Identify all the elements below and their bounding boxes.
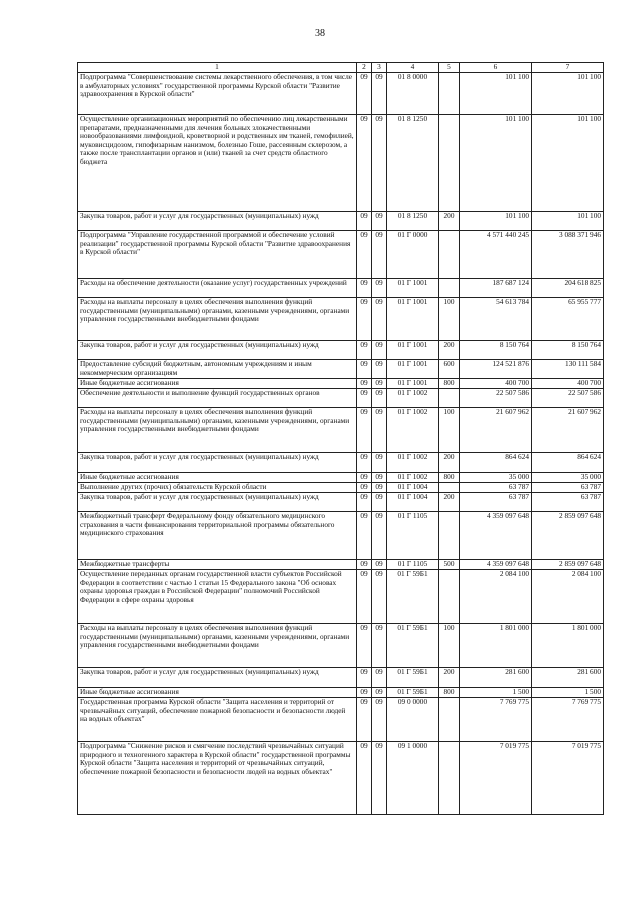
table-row bbox=[78, 483, 604, 493]
column-header-3: 3 bbox=[372, 63, 387, 73]
cell-target-article: 01 Г 59Б1 bbox=[387, 570, 439, 624]
cell-amount-year-1: 4 571 440 245 bbox=[460, 231, 532, 279]
cell-description: Закупка товаров, работ и услуг для государственных (муниципальных) нужд bbox=[78, 453, 357, 473]
cell-subsection: 09 bbox=[372, 341, 387, 360]
cell-target-article: 09 0 0000 bbox=[387, 698, 439, 742]
cell-section: 09 bbox=[357, 279, 372, 298]
cell-amount-year-1: 400 700 bbox=[460, 379, 532, 389]
cell-subsection: 09 bbox=[372, 298, 387, 341]
cell-target-article: 01 Г 1004 bbox=[387, 483, 439, 493]
cell-subsection: 09 bbox=[372, 560, 387, 570]
cell-section: 09 bbox=[357, 742, 372, 815]
table-row bbox=[78, 493, 604, 512]
cell-amount-year-2: 35 000 bbox=[532, 473, 604, 483]
cell-amount-year-2: 7 769 775 bbox=[532, 698, 604, 742]
table-row bbox=[78, 360, 604, 379]
cell-section: 09 bbox=[357, 115, 372, 212]
cell-amount-year-2: 22 507 586 bbox=[532, 389, 604, 408]
cell-expense-type: 200 bbox=[439, 493, 460, 512]
column-header-5: 5 bbox=[439, 63, 460, 73]
cell-description: Иные бюджетные ассигнования bbox=[78, 473, 357, 483]
cell-section: 09 bbox=[357, 473, 372, 483]
cell-expense-type bbox=[439, 742, 460, 815]
table-row bbox=[78, 668, 604, 688]
table-row bbox=[78, 570, 604, 624]
cell-section: 09 bbox=[357, 212, 372, 231]
cell-amount-year-1: 22 507 586 bbox=[460, 389, 532, 408]
cell-amount-year-2: 3 088 371 946 bbox=[532, 231, 604, 279]
table-row bbox=[78, 560, 604, 570]
cell-description: Выполнение других (прочих) обязательств Курской области bbox=[78, 483, 357, 493]
cell-expense-type bbox=[439, 115, 460, 212]
cell-amount-year-2: 864 624 bbox=[532, 453, 604, 473]
table-row bbox=[78, 512, 604, 560]
cell-description: Подпрограмма "Снижение рисков и смягчение последствий чрезвычайных ситуаций природного и техногенного характера в Курской области" государственной программы Курской области "Защита населения и территорий от чрезвычайных ситуаций, обеспечение пожарной безопасности и безопасности людей на водных объектах" bbox=[78, 742, 357, 815]
cell-subsection: 09 bbox=[372, 624, 387, 668]
cell-description: Закупка товаров, работ и услуг для государственных (муниципальных) нужд bbox=[78, 341, 357, 360]
cell-subsection: 09 bbox=[372, 668, 387, 688]
cell-expense-type bbox=[439, 512, 460, 560]
cell-amount-year-1: 7 769 775 bbox=[460, 698, 532, 742]
cell-subsection: 09 bbox=[372, 512, 387, 560]
cell-subsection: 09 bbox=[372, 115, 387, 212]
cell-expense-type: 100 bbox=[439, 408, 460, 453]
cell-description: Подпрограмма "Совершенствование системы лекарственного обеспечения, в том числе в амбулаторных условиях" государственной программы Курской области "Развитие здравоохранения в Курской области" bbox=[78, 73, 357, 115]
cell-amount-year-2: 101 100 bbox=[532, 73, 604, 115]
cell-amount-year-2: 65 955 777 bbox=[532, 298, 604, 341]
cell-subsection: 09 bbox=[372, 408, 387, 453]
cell-expense-type bbox=[439, 231, 460, 279]
cell-amount-year-1: 864 624 bbox=[460, 453, 532, 473]
cell-amount-year-1: 281 600 bbox=[460, 668, 532, 688]
table-row bbox=[78, 389, 604, 408]
cell-subsection: 09 bbox=[372, 570, 387, 624]
cell-expense-type bbox=[439, 483, 460, 493]
cell-description: Расходы на выплаты персоналу в целях обеспечения выполнения функций государственными (муниципальными) органами, казенными учреждениями, органами управления государственными внебюджетными фондами bbox=[78, 624, 357, 668]
cell-section: 09 bbox=[357, 698, 372, 742]
cell-target-article: 01 Г 1001 bbox=[387, 279, 439, 298]
cell-amount-year-2: 21 607 962 bbox=[532, 408, 604, 453]
cell-amount-year-1: 1 801 000 bbox=[460, 624, 532, 668]
cell-amount-year-2: 204 618 825 bbox=[532, 279, 604, 298]
header-row bbox=[78, 63, 604, 73]
cell-section: 09 bbox=[357, 360, 372, 379]
cell-expense-type: 100 bbox=[439, 624, 460, 668]
cell-section: 09 bbox=[357, 453, 372, 473]
cell-section: 09 bbox=[357, 570, 372, 624]
cell-expense-type: 800 bbox=[439, 379, 460, 389]
cell-subsection: 09 bbox=[372, 473, 387, 483]
cell-subsection: 09 bbox=[372, 231, 387, 279]
cell-subsection: 09 bbox=[372, 453, 387, 473]
cell-expense-type: 100 bbox=[439, 298, 460, 341]
cell-amount-year-2: 63 787 bbox=[532, 483, 604, 493]
cell-amount-year-1: 21 607 962 bbox=[460, 408, 532, 453]
cell-section: 09 bbox=[357, 379, 372, 389]
cell-amount-year-2: 281 600 bbox=[532, 668, 604, 688]
table-row bbox=[78, 231, 604, 279]
cell-target-article: 01 8 1250 bbox=[387, 212, 439, 231]
table-row bbox=[78, 688, 604, 698]
cell-target-article: 01 Г 1002 bbox=[387, 408, 439, 453]
cell-amount-year-2: 7 019 775 bbox=[532, 742, 604, 815]
cell-amount-year-1: 8 150 764 bbox=[460, 341, 532, 360]
column-header-6: 6 bbox=[460, 63, 532, 73]
cell-section: 09 bbox=[357, 73, 372, 115]
cell-section: 09 bbox=[357, 389, 372, 408]
cell-amount-year-1: 7 019 775 bbox=[460, 742, 532, 815]
cell-target-article: 01 8 1250 bbox=[387, 115, 439, 212]
cell-section: 09 bbox=[357, 560, 372, 570]
cell-description: Закупка товаров, работ и услуг для государственных (муниципальных) нужд bbox=[78, 493, 357, 512]
cell-section: 09 bbox=[357, 341, 372, 360]
cell-description: Предоставление субсидий бюджетным, автономным учреждениям и иным некоммерческим организациям bbox=[78, 360, 357, 379]
cell-target-article: 09 1 0000 bbox=[387, 742, 439, 815]
table-row bbox=[78, 279, 604, 298]
cell-subsection: 09 bbox=[372, 379, 387, 389]
cell-subsection: 09 bbox=[372, 698, 387, 742]
cell-description: Закупка товаров, работ и услуг для государственных (муниципальных) нужд bbox=[78, 668, 357, 688]
cell-description: Государственная программа Курской области "Защита населения и территорий от чрезвычайных ситуаций, обеспечение пожарной безопасности и безопасности людей на водных объектах" bbox=[78, 698, 357, 742]
table-row bbox=[78, 408, 604, 453]
cell-amount-year-1: 2 084 100 bbox=[460, 570, 532, 624]
table-row bbox=[78, 453, 604, 473]
cell-section: 09 bbox=[357, 493, 372, 512]
cell-subsection: 09 bbox=[372, 493, 387, 512]
cell-section: 09 bbox=[357, 408, 372, 453]
cell-amount-year-2: 2 084 100 bbox=[532, 570, 604, 624]
cell-amount-year-2: 400 700 bbox=[532, 379, 604, 389]
cell-description: Иные бюджетные ассигнования bbox=[78, 688, 357, 698]
cell-expense-type bbox=[439, 389, 460, 408]
cell-section: 09 bbox=[357, 231, 372, 279]
table-row bbox=[78, 341, 604, 360]
cell-subsection: 09 bbox=[372, 389, 387, 408]
column-header-2: 2 bbox=[357, 63, 372, 73]
cell-target-article: 01 Г 1004 bbox=[387, 493, 439, 512]
cell-amount-year-1: 4 359 097 648 bbox=[460, 512, 532, 560]
column-header-4: 4 bbox=[387, 63, 439, 73]
cell-target-article: 01 Г 1001 bbox=[387, 379, 439, 389]
cell-subsection: 09 bbox=[372, 360, 387, 379]
cell-amount-year-1: 1 500 bbox=[460, 688, 532, 698]
page-number: 38 bbox=[315, 28, 325, 39]
cell-subsection: 09 bbox=[372, 688, 387, 698]
cell-expense-type bbox=[439, 73, 460, 115]
table-row bbox=[78, 698, 604, 742]
cell-target-article: 01 Г 0000 bbox=[387, 231, 439, 279]
cell-target-article: 01 Г 1002 bbox=[387, 473, 439, 483]
cell-expense-type: 800 bbox=[439, 688, 460, 698]
table-row bbox=[78, 624, 604, 668]
cell-description: Подпрограмма "Управление государственной программой и обеспечение условий реализации" государственной программы Курской области "Развитие здравоохранения в Курской области" bbox=[78, 231, 357, 279]
cell-expense-type bbox=[439, 570, 460, 624]
cell-subsection: 09 bbox=[372, 212, 387, 231]
cell-target-article: 01 Г 59Б1 bbox=[387, 688, 439, 698]
cell-section: 09 bbox=[357, 298, 372, 341]
cell-section: 09 bbox=[357, 624, 372, 668]
cell-amount-year-2: 1 500 bbox=[532, 688, 604, 698]
cell-target-article: 01 Г 1001 bbox=[387, 298, 439, 341]
table-row bbox=[78, 212, 604, 231]
cell-subsection: 09 bbox=[372, 73, 387, 115]
cell-description: Обеспечение деятельности и выполнение функций государственных органов bbox=[78, 389, 357, 408]
cell-target-article: 01 Г 1001 bbox=[387, 360, 439, 379]
cell-expense-type: 500 bbox=[439, 560, 460, 570]
cell-expense-type bbox=[439, 279, 460, 298]
column-header-7: 7 bbox=[532, 63, 604, 73]
budget-table bbox=[77, 62, 604, 815]
cell-amount-year-1: 4 359 097 648 bbox=[460, 560, 532, 570]
table-row bbox=[78, 379, 604, 389]
cell-subsection: 09 bbox=[372, 742, 387, 815]
cell-description: Межбюджетный трансферт Федеральному фонду обязательного медицинского страхования в части финансирования территориальной программы обязательного медицинского страхования bbox=[78, 512, 357, 560]
cell-expense-type: 200 bbox=[439, 341, 460, 360]
cell-expense-type bbox=[439, 698, 460, 742]
cell-description: Расходы на выплаты персоналу в целях обеспечения выполнения функций государственными (муниципальными) органами, казенными учреждениями, органами управления государственными внебюджетными фондами bbox=[78, 298, 357, 341]
cell-amount-year-1: 101 100 bbox=[460, 212, 532, 231]
cell-amount-year-2: 63 787 bbox=[532, 493, 604, 512]
cell-description: Иные бюджетные ассигнования bbox=[78, 379, 357, 389]
cell-description: Осуществление организационных мероприятий по обеспечению лиц лекарственными препаратами, предназначенными для лечения больных злокачественными новообразованиями лимфоидной, кроветворной и родственных им тканей, гемофилией, муковисцидозом, гипофизарным нанизмом, болезнью Гоше, рассеянным склерозом, а также после трансплантации органов и (или) тканей за счет средств областного бюджета bbox=[78, 115, 357, 212]
cell-amount-year-1: 63 787 bbox=[460, 483, 532, 493]
cell-amount-year-1: 63 787 bbox=[460, 493, 532, 512]
cell-target-article: 01 Г 1002 bbox=[387, 389, 439, 408]
column-header-1: 1 bbox=[78, 63, 357, 73]
cell-target-article: 01 Г 1001 bbox=[387, 341, 439, 360]
table-row bbox=[78, 742, 604, 815]
cell-expense-type: 200 bbox=[439, 453, 460, 473]
cell-amount-year-2: 130 111 584 bbox=[532, 360, 604, 379]
cell-description: Межбюджетные трансферты bbox=[78, 560, 357, 570]
cell-expense-type: 200 bbox=[439, 212, 460, 231]
table-body bbox=[78, 73, 604, 815]
cell-target-article: 01 Г 1105 bbox=[387, 512, 439, 560]
table-row bbox=[78, 115, 604, 212]
cell-description: Осуществление переданных органам государственной власти субъектов Российской Федерации в соответствии с частью 1 статьи 15 Федерального закона "Об основах охраны здоровья граждан в Российской Федерации" полномочий Российской Федерации в сфере охраны здоровья bbox=[78, 570, 357, 624]
cell-amount-year-2: 101 100 bbox=[532, 115, 604, 212]
cell-target-article: 01 Г 59Б1 bbox=[387, 668, 439, 688]
table-row bbox=[78, 73, 604, 115]
cell-section: 09 bbox=[357, 483, 372, 493]
cell-description: Закупка товаров, работ и услуг для государственных (муниципальных) нужд bbox=[78, 212, 357, 231]
cell-target-article: 01 Г 59Б1 bbox=[387, 624, 439, 668]
cell-section: 09 bbox=[357, 512, 372, 560]
cell-amount-year-1: 54 613 784 bbox=[460, 298, 532, 341]
cell-section: 09 bbox=[357, 668, 372, 688]
cell-amount-year-2: 2 859 097 648 bbox=[532, 560, 604, 570]
cell-target-article: 01 Г 1105 bbox=[387, 560, 439, 570]
cell-expense-type: 800 bbox=[439, 473, 460, 483]
cell-amount-year-2: 101 100 bbox=[532, 212, 604, 231]
table-row bbox=[78, 473, 604, 483]
cell-target-article: 01 Г 1002 bbox=[387, 453, 439, 473]
cell-amount-year-1: 101 100 bbox=[460, 115, 532, 212]
cell-section: 09 bbox=[357, 688, 372, 698]
cell-amount-year-1: 124 521 876 bbox=[460, 360, 532, 379]
cell-subsection: 09 bbox=[372, 279, 387, 298]
cell-amount-year-2: 1 801 000 bbox=[532, 624, 604, 668]
cell-amount-year-1: 187 687 124 bbox=[460, 279, 532, 298]
cell-target-article: 01 8 0000 bbox=[387, 73, 439, 115]
cell-expense-type: 200 bbox=[439, 668, 460, 688]
cell-subsection: 09 bbox=[372, 483, 387, 493]
cell-description: Расходы на обеспечение деятельности (оказание услуг) государственных учреждений bbox=[78, 279, 357, 298]
cell-description: Расходы на выплаты персоналу в целях обеспечения выполнения функций государственными (муниципальными) органами, казенными учреждениями, органами управления государственными внебюджетными фондами bbox=[78, 408, 357, 453]
cell-amount-year-2: 8 150 764 bbox=[532, 341, 604, 360]
cell-amount-year-2: 2 859 097 648 bbox=[532, 512, 604, 560]
table-row bbox=[78, 298, 604, 341]
cell-expense-type: 600 bbox=[439, 360, 460, 379]
cell-amount-year-1: 35 000 bbox=[460, 473, 532, 483]
cell-amount-year-1: 101 100 bbox=[460, 73, 532, 115]
